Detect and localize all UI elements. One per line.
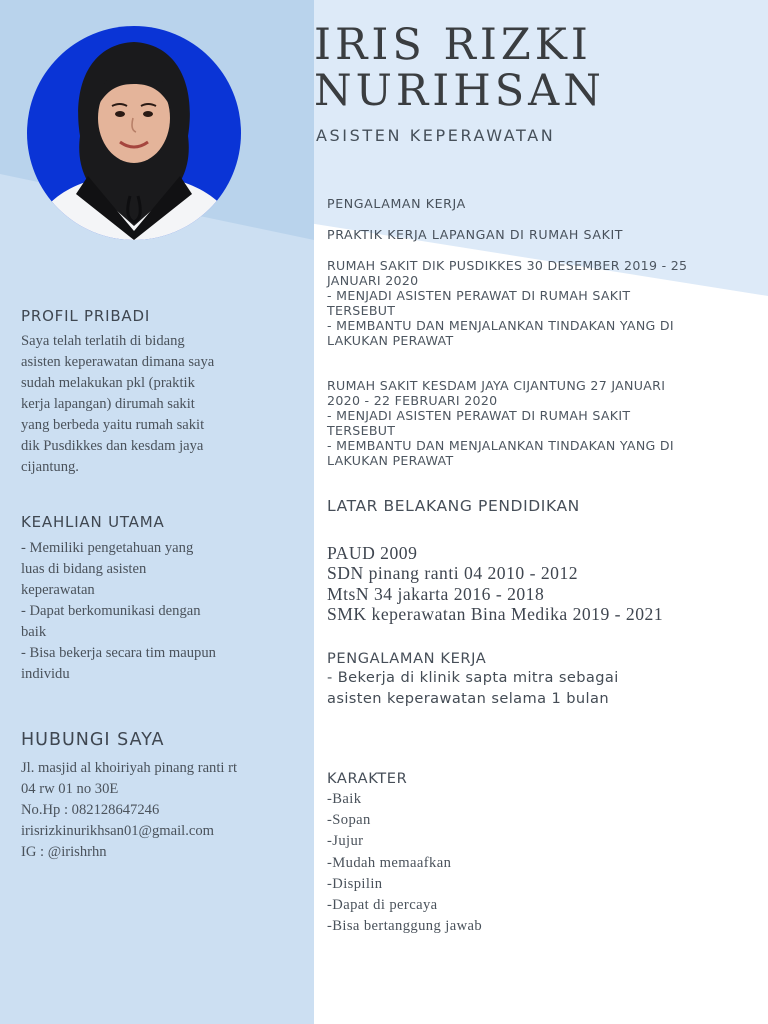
profile-line: yang berbeda yaitu rumah sakit (21, 417, 205, 433)
character-item: -Dapat di percaya (327, 897, 438, 914)
work-entry-line: TERSEBUT (327, 303, 396, 318)
skills-line: baik (21, 624, 47, 640)
character-item: -Sopan (327, 812, 371, 829)
education-list (327, 543, 663, 624)
work2-text (327, 668, 619, 709)
education-item: PAUD 2009 (327, 543, 418, 563)
work-entry-1 (327, 258, 687, 348)
profile-line: asisten keperawatan dimana saya (21, 354, 215, 370)
work-entry-line: JANUARI 2020 (327, 273, 419, 288)
skills-line: - Dapat berkomunikasi dengan (21, 603, 201, 619)
work-entry-line: RUMAH SAKIT KESDAM JAYA CIJANTUNG 27 JANUARI (327, 378, 666, 393)
work-entry-line: - MEMBANTU DAN MENJALANKAN TINDAKAN YANG DI (327, 438, 674, 453)
skills-text (21, 538, 216, 685)
work-subheading: PRAKTIK KERJA LAPANGAN DI RUMAH SAKIT (327, 227, 624, 242)
work-entry-line: 2020 - 22 FEBRUARI 2020 (327, 393, 498, 408)
profile-line: dik Pusdikkes dan kesdam jaya (21, 438, 204, 454)
work-entry-2 (327, 378, 674, 468)
full-name (314, 22, 605, 114)
work-entry-line: LAKUKAN PERAWAT (327, 333, 454, 348)
work-entry-line: TERSEBUT (327, 423, 396, 438)
character-item: -Dispilin (327, 875, 383, 892)
work-entry-line: LAKUKAN PERAWAT (327, 453, 454, 468)
skills-heading: KEAHLIAN UTAMA (21, 513, 165, 531)
contact-text (21, 758, 237, 863)
phone-number: No.Hp : 082128647246 (21, 802, 160, 818)
profile-photo (20, 26, 248, 240)
profile-line: sudah melakukan pkl (praktik (21, 375, 195, 391)
address-line: 04 rw 01 no 30E (21, 781, 119, 797)
education-item: SDN pinang ranti 04 2010 - 2012 (327, 563, 579, 584)
work2-heading: PENGALAMAN KERJA (327, 650, 487, 667)
skills-line: individu (21, 666, 70, 682)
character-item: -Baik (327, 791, 362, 807)
profile-line: kerja lapangan) dirumah sakit (21, 396, 195, 412)
profile-heading: PROFIL PRIBADI (21, 307, 151, 325)
profile-line: cijantung. (21, 459, 79, 475)
skills-line: luas di bidang asisten (21, 561, 147, 577)
work-entry-line: - MENJADI ASISTEN PERAWAT DI RUMAH SAKIT (327, 288, 631, 303)
skills-line: - Bisa bekerja secara tim maupun (21, 645, 216, 661)
education-item: MtsN 34 jakarta 2016 - 2018 (327, 583, 545, 604)
work-entry-line: - MENJADI ASISTEN PERAWAT DI RUMAH SAKIT (327, 408, 631, 423)
education-item: SMK keperawatan Bina Medika 2019 - 2021 (327, 603, 664, 624)
skills-line: - Memiliki pengetahuan yang (21, 540, 194, 556)
profile-text (21, 331, 214, 478)
character-list (327, 789, 482, 937)
instagram-handle: IG : @irishrhn (21, 844, 107, 860)
work-entry-line: - MEMBANTU DAN MENJALANKAN TINDAKAN YANG DI (327, 318, 674, 333)
character-item: -Jujur (327, 833, 364, 850)
work2-line: - Bekerja di klinik sapta mitra sebagai (327, 669, 619, 686)
character-item: -Mudah memaafkan (327, 854, 452, 871)
address-line: Jl. masjid al khoiriyah pinang ranti rt (21, 760, 238, 776)
profile-line: Saya telah terlatih di bidang (21, 333, 185, 349)
skills-line: keperawatan (21, 582, 95, 598)
education-heading: LATAR BELAKANG PENDIDIKAN (327, 497, 580, 515)
work2-line: asisten keperawatan selama 1 bulan (327, 689, 609, 707)
work-heading: PENGALAMAN KERJA (327, 196, 466, 211)
contact-heading: HUBUNGI SAYA (21, 730, 165, 750)
job-title: ASISTEN KEPERAWATAN (316, 126, 556, 145)
email-address: irisrizkinurikhsan01@gmail.com (21, 823, 214, 839)
name-line-2: NURIHSAN (314, 66, 605, 116)
character-item: -Bisa bertanggung jawab (327, 918, 483, 935)
name-line-1: IRIS RIZKI (314, 20, 592, 70)
work-entry-line: RUMAH SAKIT DIK PUSDIKKES 30 DESEMBER 2019 - 25 (327, 258, 688, 273)
character-heading: KARAKTER (327, 770, 408, 787)
